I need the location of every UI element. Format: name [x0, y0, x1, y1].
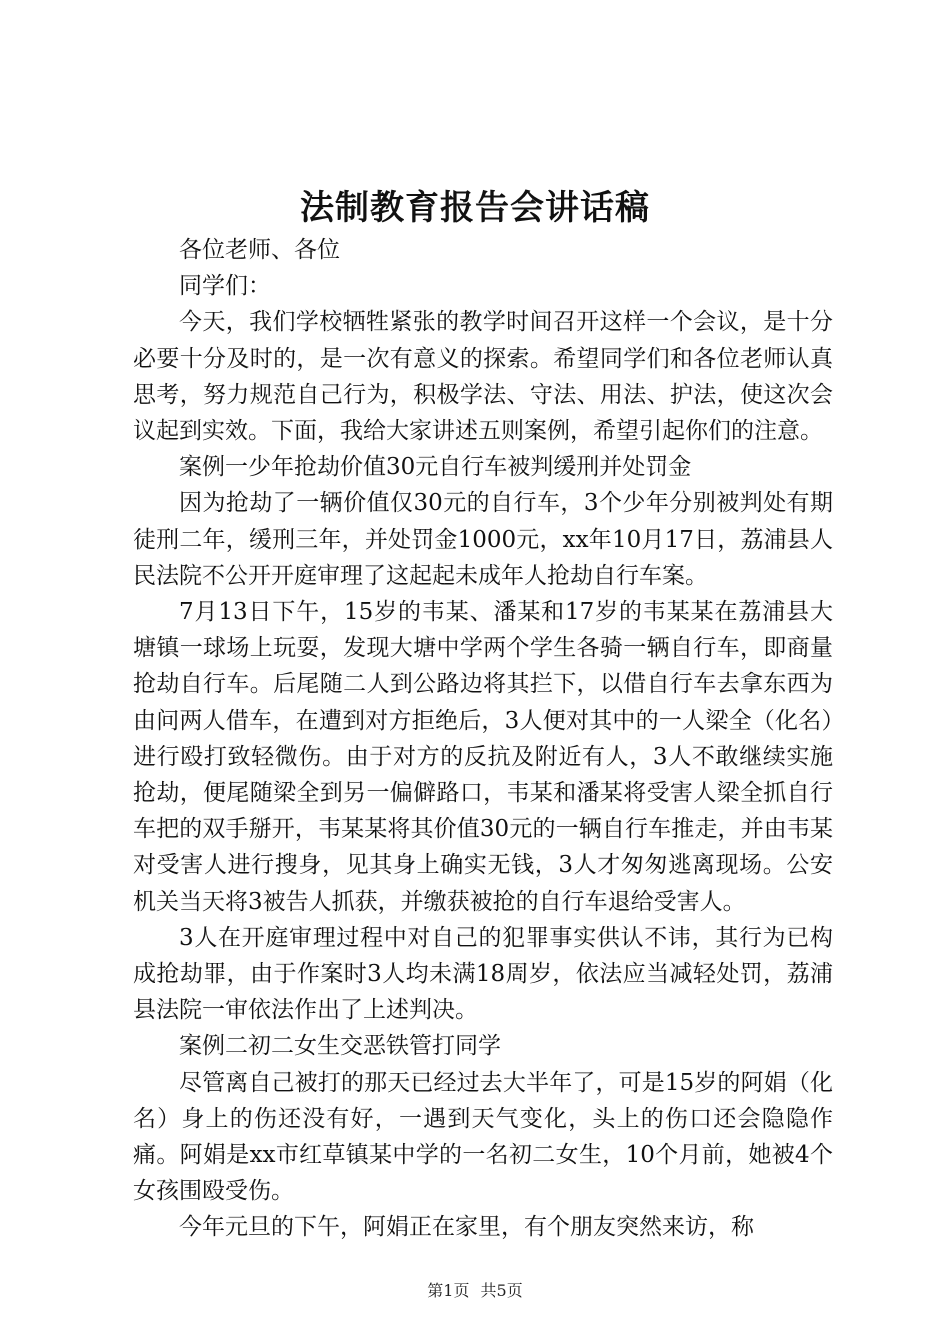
paragraph: 今年元旦的下午，阿娟正在家里，有个朋友突然来访，称 [179, 1214, 754, 1241]
document-body [133, 232, 833, 1246]
paragraph: 3人在开庭审理过程中对自己的犯罪事实供认不讳，其行为已构成抢劫罪，由于作案时3人均未满18周岁，依法应当减轻处罚，荔浦县法院一审依法作出了上述判决。 [133, 924, 833, 1024]
document-title: 法制教育报告会讲话稿 [300, 188, 650, 228]
page-footer [0, 1280, 950, 1302]
paragraph: 尽管离自己被打的那天已经过去大半年了，可是15岁的阿娟（化名）身上的伤还没有好，一遇到天气变化，头上的伤口还会隐隐作痛。阿娟是xx市红草镇某中学的一名初二女生，10个月前，她被4个女孩围殴受伤。 [133, 1069, 833, 1205]
paragraph: 因为抢劫了一辆价值仅30元的自行车，3个少年分别被判处有期徒刑二年，缓刑三年，并处罚金1000元，xx年10月17日，荔浦县人民法院不公开开庭审理了这起起未成年人抢劫自行车案。 [133, 490, 833, 589]
case-heading: 案例二初二女生交恶铁管打同学 [179, 1033, 501, 1060]
page-number: 第1页 [427, 1281, 470, 1300]
paragraph: 7月13日下午，15岁的韦某、潘某和17岁的韦某某在荔浦县大塘镇一球场上玩耍，发现大塘中学两个学生各骑一辆自行车，即商量抢劫自行车。后尾随二人到公路边将其拦下，以借自行车去拿东西为由问两人借车，在遭到对方拒绝后，3人便对其中的一人梁全（化名）进行殴打致轻微伤。由于对方的反抗及附近有人，3人不敢继续实施抢劫，便尾随梁全到另一偏僻路口，韦某和潘某将受害人梁全抓自行车把的双手掰开，韦某某将其价值30元的一辆自行车推走，并由韦某对受害人进行搜身，见其身上确实无钱，3人才匆匆逃离现场。公安机关当天将3被告人抓获，并缴获被抢的自行车退给受害人。 [133, 599, 833, 915]
paragraph: 各位老师、各位 [179, 237, 340, 263]
paragraph: 今天，我们学校牺牲紧张的教学时间召开这样一个会议，是十分必要十分及时的，是一次有意义的探索。希望同学们和各位老师认真思考，努力规范自己行为，积极学法、守法、用法、护法，使这次会议起到实效。下面，我给大家讲述五则案例，希望引起你们的注意。 [133, 309, 833, 445]
page-total: 共5页 [480, 1281, 523, 1300]
paragraph: 同学们： [179, 273, 271, 300]
case-heading: 案例一少年抢劫价值30元自行车被判缓刑并处罚金 [179, 454, 692, 481]
